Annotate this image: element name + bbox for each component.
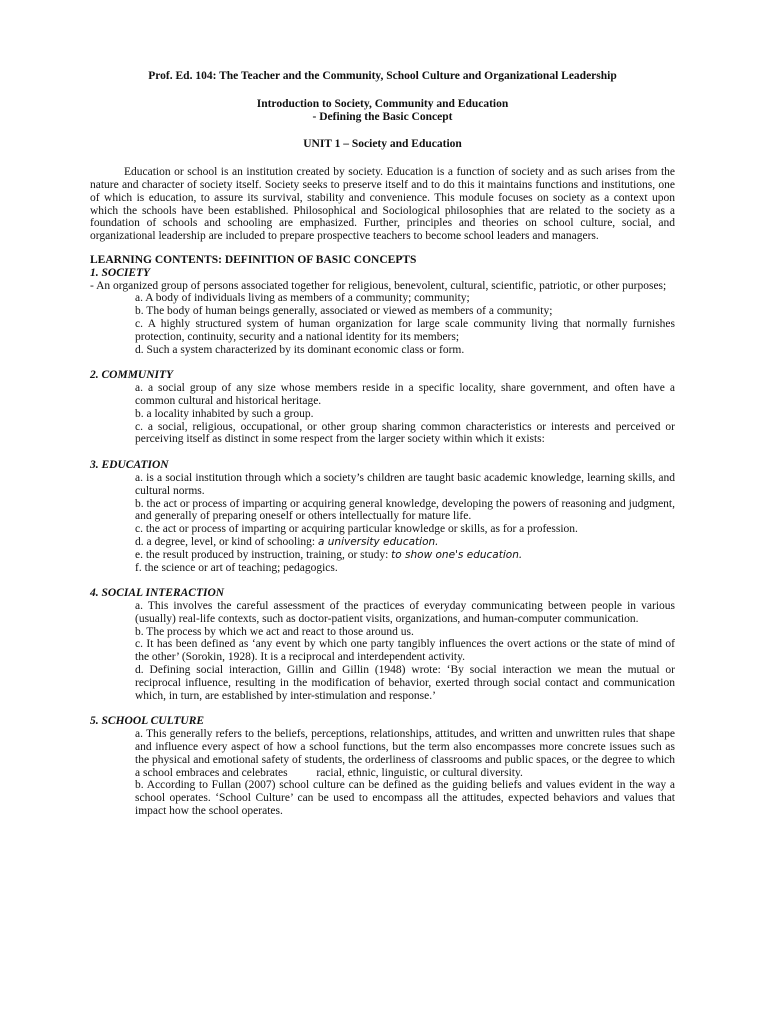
list-item: a. A body of individuals living as members of a community; community; xyxy=(135,292,470,305)
section-title: 2. COMMUNITY xyxy=(90,369,174,382)
section-definition: - An organized group of persons associated together for religious, benevolent, cultural, scientific, patriotic, or other purposes; xyxy=(90,279,667,292)
unit-title: UNIT 1 – Society and Education xyxy=(303,138,462,151)
definition-list xyxy=(135,382,675,446)
list-item: c. the act or process of imparting or acquiring particular knowledge or skills, as for a profession. xyxy=(135,523,578,536)
list-item: d. Defining social interaction, Gillin and Gillin (1948) wrote: ‘By social interaction we mean the mutual or reciprocal influence, resulting in the modification of behavior, exerted through social contact and communication which, in turn, are established by inter-stimulation and response.’ xyxy=(135,664,675,702)
document-page xyxy=(90,70,678,831)
list-item: c. A highly structured system of human organization for large scale community living that normally furnishes protection, continuity, security and a national identity for its members; xyxy=(135,317,675,343)
definition-list xyxy=(135,728,678,818)
list-item: b. The process by which we act and react to those around us. xyxy=(135,625,414,638)
list-item: a. This involves the careful assessment of the practices of everyday communicating between people in various (usually) real-life contexts, such as doctor-patient visits, organizations, and human-computer communication. xyxy=(135,600,675,625)
section-school-culture xyxy=(90,715,678,818)
section-title: 3. EDUCATION xyxy=(90,459,169,472)
learning-contents-title: LEARNING CONTENTS: DEFINITION OF BASIC CONCEPTS xyxy=(90,253,417,266)
section-community xyxy=(90,369,675,446)
list-item xyxy=(135,549,675,562)
intro-paragraph: Education or school is an institution created by society. Education is a function of society and as such arises from the nature and character of society itself. Society seeks to preserve itself and to do this it maintains functions and institutions, one of which is education, to assure its survival, stability and convenience. This module focuses on society as a context upon which the schools have been established. Philosophical and Sociological philosophies that are related to the society as a foundation of schools and schooling are emphasized. Further, principles and theories on school culture, social, and organizational leadership are included to prepare prospective teachers to become school leaders and managers. xyxy=(90,166,675,243)
list-item: b. the act or process of imparting or acquiring general knowledge, developing the powers of reasoning and judgment, and generally of preparing oneself or others intellectually for mature life. xyxy=(135,497,675,523)
item-example: to show one's education. xyxy=(391,548,523,561)
item-example: a university education. xyxy=(318,535,439,548)
list-item: f. the science or art of teaching; pedagogics. xyxy=(135,561,338,574)
item-text: e. the result produced by instruction, training, or study: xyxy=(135,548,392,561)
section-education xyxy=(90,459,675,574)
course-title: Prof. Ed. 104: The Teacher and the Community, School Culture and Organizational Leadership xyxy=(148,70,617,82)
list-item: a. is a social institution through which a society’s children are taught basic academic knowledge, learning skills, and cultural norms. xyxy=(135,471,675,497)
list-item: b. The body of human beings generally, associated or viewed as members of a community; xyxy=(135,305,553,318)
list-item xyxy=(135,536,675,549)
list-item: b. a locality inhabited by such a group. xyxy=(135,407,314,420)
list-item: c. a social, religious, occupational, or other group sharing common characteristics or interests and perceived or perceiving itself as distinct in some respect from the larger society within which it exists: xyxy=(135,420,675,446)
list-item: a. This generally refers to the beliefs, perceptions, relationships, attitudes, and written and unwritten rules that shape and influence every aspect of how a school functions, but the term also encompasses more concrete issues such as the physical and emotional safety of students, the orderliness of classrooms and public spaces, or the degree to which a school embraces and celebrates racial, ethnic, linguistic, or cultural diversity. xyxy=(135,728,678,779)
intro-title: Introduction to Society, Community and Education xyxy=(256,97,509,110)
section-social-interaction xyxy=(90,587,675,702)
section-society xyxy=(90,267,675,357)
section-title: 1. SOCIETY xyxy=(90,266,151,279)
section-title: 4. SOCIAL INTERACTION xyxy=(90,587,225,600)
definition-list xyxy=(135,292,675,356)
intro-subtitle: - Defining the Basic Concept xyxy=(312,110,453,123)
definition-list xyxy=(135,600,675,702)
list-item: b. According to Fullan (2007) school culture can be defined as the guiding beliefs and values evident in the way a school operates. ‘School Culture’ can be used to encompass all the attitudes, expected behaviors and values that impact how the school operates. xyxy=(135,779,675,818)
list-item: d. Such a system characterized by its dominant economic class or form. xyxy=(135,343,465,356)
item-text: d. a degree, level, or kind of schooling: xyxy=(135,535,318,548)
list-item: a. a social group of any size whose members reside in a specific locality, share government, and often have a common cultural and historical heritage. xyxy=(135,382,675,407)
list-item: c. It has been defined as ‘any event by which one party tangibly influences the overt actions or the state of mind of the other’ (Sorokin, 1928). It is a reciprocal and interdependent activity. xyxy=(135,638,675,664)
section-title: 5. SCHOOL CULTURE xyxy=(90,715,205,728)
definition-list xyxy=(135,472,675,574)
